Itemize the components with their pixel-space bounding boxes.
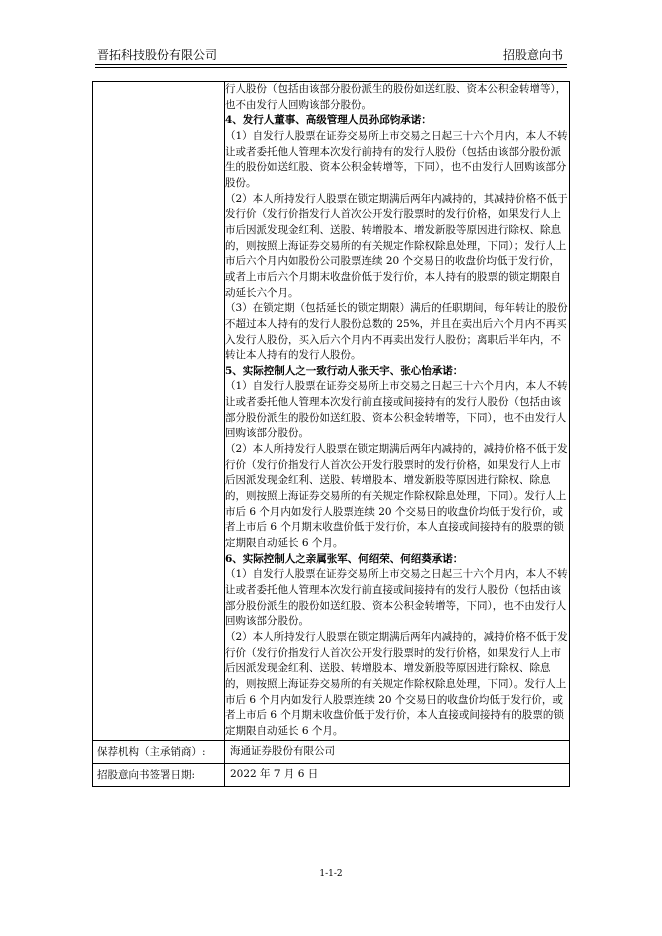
- paragraph-4-2: （2）本人所持发行人股票在锁定期满后两年内减持的，其减持价格不低于发行价（发行价指发行人首次公开发行股票时的发行价格，如果发行人上市后因派发现金红利、送股、转增股本、增发新股等原因进行除权、除息的，则按照上海证券交易所的有关规定作除权除息处理，下同）；发行人上市后六个月内如股份公司股票连续 20 个交易日的收盘价均低于发行价，或者上市后六个月期末收盘价低于发行价，本人持有的股票的锁定期限自动延长六个月。: [225, 192, 568, 299]
- table-row-date: [93, 763, 570, 786]
- heading-commitment-6: 6、实际控制人之亲属张军、何绍荣、何绍葵承诺：: [225, 552, 464, 565]
- table-row-commitments: [93, 82, 570, 741]
- document-title: 招股意向书: [502, 48, 563, 62]
- heading-commitment-4: 4、发行人董事、高级管理人员孙邱钧承诺：: [225, 114, 432, 127]
- paragraph-4-3: （3）在锁定期（包括延长的锁定期限）满后的任职期间，每年转让的股份不超过本人持有的发行人股份总数的 25%，并且在卖出后六个月内不再买入发行人股份，买入后六个月内不再卖出发行人股份；离职后半年内，不转让本人持有的发行人股份。: [225, 302, 568, 362]
- date-label: 招股意向书签署日期:: [93, 763, 225, 786]
- paragraph-5-1: （1）自发行人股票在证券交易所上市交易之日起三十六个月内，本人不转让或者委托他人管理本次发行前直接或间接持有的发行人股份（包括由该部分股份派生的股份如送红股、资本公积金转增等，下同），也不由发行人回购该部分股份。: [225, 380, 568, 440]
- page-number: 1-1-2: [319, 869, 343, 879]
- commitments-cell: [225, 82, 570, 741]
- sponsor-value: 海通证券股份有限公司: [225, 740, 570, 763]
- info-table: [92, 81, 570, 787]
- paragraph-6-1: （1）自发行人股票在证券交易所上市交易之日起三十六个月内，本人不转让或者委托他人管理本次发行前直接或间接持有的发行人股份（包括由该部分股份派生的股份如送红股、资本公积金转增等，下同），也不由发行人回购该部分股份。: [225, 568, 568, 628]
- table-row-sponsor: [93, 740, 570, 763]
- page-header: [95, 44, 567, 65]
- empty-label-cell: [93, 82, 225, 741]
- date-value: 2022 年 7 月 6 日: [225, 763, 570, 786]
- sponsor-label: 保荐机构（主承销商）:: [93, 740, 225, 763]
- paragraph-4-1: （1）自发行人股票在证券交易所上市交易之日起三十六个月内，本人不转让或者委托他人管理本次发行前持有的发行人股份（包括由该部分股份派生的股份如送红股、资本公积金转增等，下同），也不由发行人回购该部分股份。: [225, 129, 568, 189]
- paragraph-6-2: （2）本人所持发行人股票在锁定期满后两年内减持的，减持价格不低于发行价（发行价指发行人首次公开发行股票时的发行价格，如果发行人上市后因派发现金红利、送股、转增股本、增发新股等原因进行除权、除息的，则按照上海证券交易所的有关规定作除权除息处理，下同）。发行人上市后 6 个月内如发行人股票连续 20 个交易日的收盘价均低于发行价，或者上市后 6 个月期末收盘价低于发行价，本人直接或间接持有的股票的锁定期限自动延长 6 个月。: [225, 630, 568, 737]
- paragraph-continued: 行人股份（包括由该部分股份派生的股份如送红股、资本公积金转增等），也不由发行人回购该部分股份。: [225, 83, 567, 111]
- header-divider: [95, 67, 567, 68]
- heading-commitment-5: 5、实际控制人之一致行动人张天宇、张心怡承诺：: [225, 364, 464, 377]
- company-name: 晋拓科技股份有限公司: [97, 48, 218, 62]
- paragraph-5-2: （2）本人所持发行人股票在锁定期满后两年内减持的，减持价格不低于发行价（发行价指发行人首次公开发行股票时的发行价格，如果发行人上市后因派发现金红利、送股、转增股本、增发新股等原因进行除权、除息的，则按照上海证券交易所的有关规定作除权除息处理，下同）。发行人上市后 6 个月内如发行人股票连续 20 个交易日的收盘价均低于发行价，或者上市后 6 个月期末收盘价低于发行价，本人直接或间接持有的股票的锁定期限自动延长 6 个月。: [225, 443, 568, 550]
